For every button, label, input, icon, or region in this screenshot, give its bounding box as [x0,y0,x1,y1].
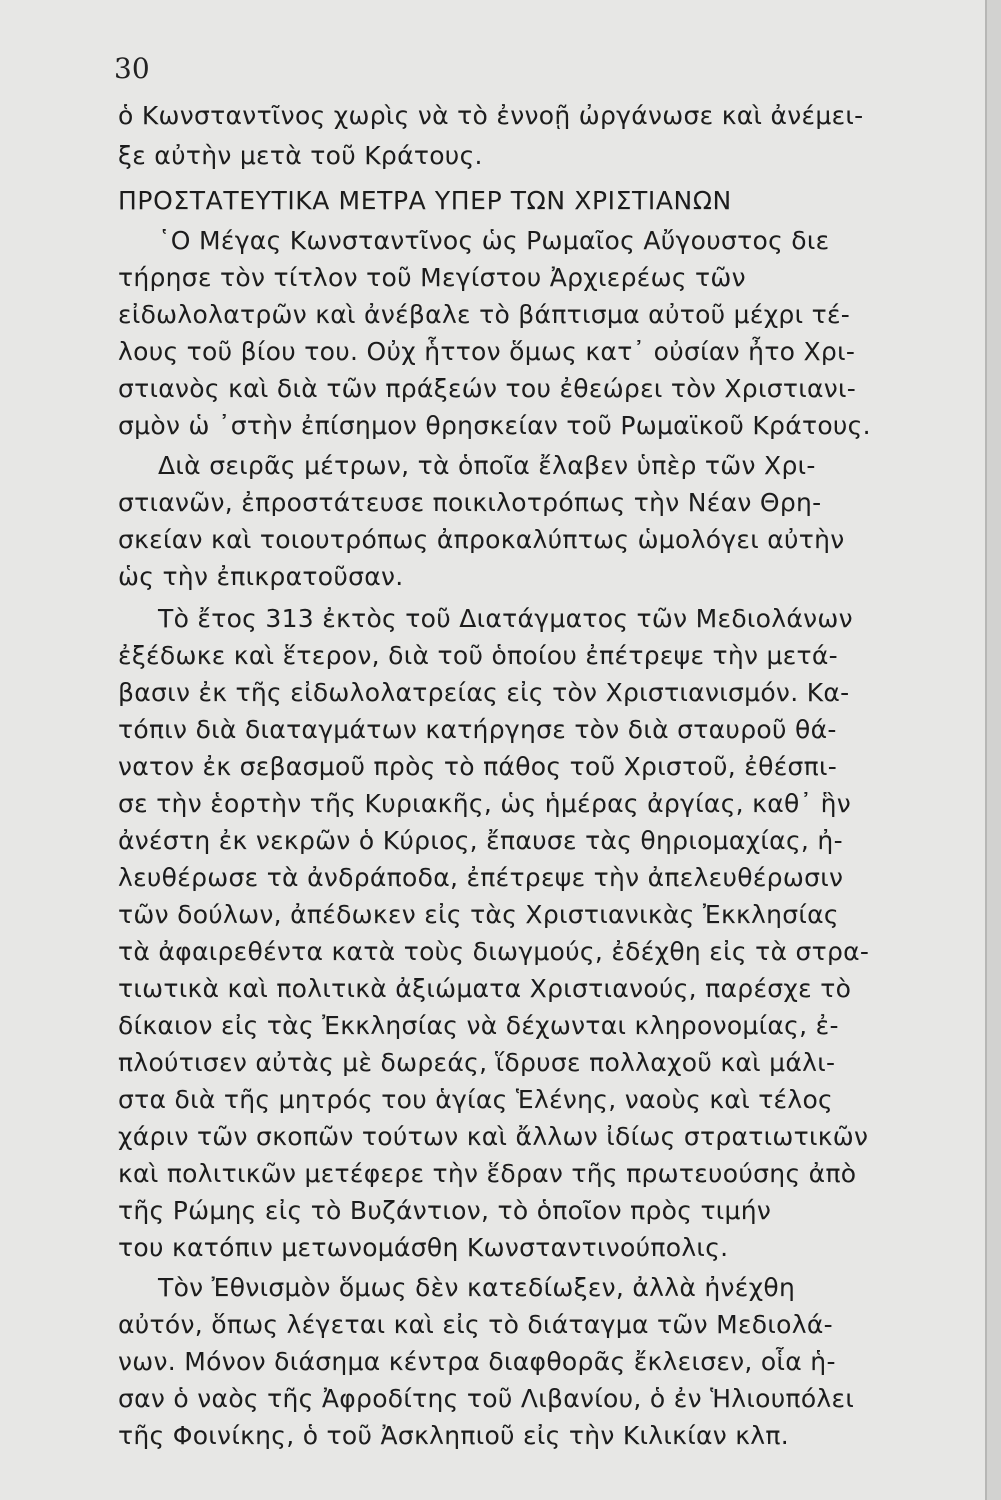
text-line: στιανὸς καὶ διὰ τῶν πράξεών του ἐθεώρει τὸν Χριστιανι- [118,374,857,403]
text-line: νων. Μόνον διάσημα κέντρα διαφθορᾶς ἔκλεισεν, οἷα ἡ- [118,1347,836,1376]
text-line: τόπιν διὰ διαταγμάτων κατήργησε τὸν διὰ σταυροῦ θά- [118,715,837,744]
page-number: 30 [114,52,150,85]
text-line: βασιν ἐκ τῆς εἰδωλολατρείας εἰς τὸν Χριστιανισμόν. Κα- [118,678,850,707]
text-line: καὶ πολιτικῶν μετέφερε τὴν ἕδραν τῆς πρωτευούσης ἀπὸ [118,1159,857,1188]
text-line: σκείαν καὶ τοιουτρόπως ἀπροκαλύπτως ὡμολόγει αὐτὴν [118,525,845,554]
section-heading: ΠΡΟΣΤΑΤΕΥΤΙΚΑ ΜΕΤΡΑ ΥΠΕΡ ΤΩΝ ΧΡΙΣΤΙΑΝΩΝ [118,186,732,215]
text-line: ἀνέστη ἐκ νεκρῶν ὁ Κύριος, ἔπαυσε τὰς θηριομαχίας, ἠ- [118,826,843,855]
text-line: τῆς Φοινίκης, ὁ τοῦ Ἀσκληπιοῦ εἰς τὴν Κιλικίαν κλπ. [118,1421,789,1450]
page-edge [987,0,1001,1500]
text-line: εἰδωλολατρῶν καὶ ἀνέβαλε τὸ βάπτισμα αὐτοῦ μέχρι τέ- [118,300,851,329]
text-line: πλούτισεν αὐτὰς μὲ δωρεάς, ἵδρυσε πολλαχοῦ καὶ μάλι- [118,1048,836,1077]
text-line: στα διὰ τῆς μητρός του ἁγίας Ἑλένης, ναοὺς καὶ τέλος [118,1085,834,1114]
text-line: στιανῶν, ἐπροστάτευσε ποικιλοτρόπως τὴν Νέαν Θρη- [118,488,822,517]
text-line: Διὰ σειρᾶς μέτρων, τὰ ὁποῖα ἔλαβεν ὑπὲρ τῶν Χρι- [158,451,816,480]
text-line: ξε αὐτὴν μετὰ τοῦ Κράτους. [118,141,483,170]
text-line: δίκαιον εἰς τὰς Ἐκκλησίας νὰ δέχωνται κληρονομίας, ἐ- [118,1011,839,1040]
text-line: σε τὴν ἑορτὴν τῆς Κυριακῆς, ὡς ἡμέρας ἀργίας, καθ᾽ ἣν [118,789,852,818]
text-line: τήρησε τὸν τίτλον τοῦ Μεγίστου Ἀρχιερέως τῶν [118,263,746,292]
text-line: ῾Ο Μέγας Κωνσταντῖνος ὡς Ρωμαῖος Αὔγουστος διε [158,226,830,255]
text-line: αὐτόν, ὅπως λέγεται καὶ εἰς τὸ διάταγμα τῶν Μεδιολά- [118,1310,833,1339]
text-line: τῆς Ρώμης εἰς τὸ Βυζάντιον, τὸ ὁποῖον πρὸς τιμήν [118,1196,772,1225]
text-line: τὰ ἀφαιρεθέντα κατὰ τοὺς διωγμούς, ἐδέχθη εἰς τὰ στρα- [118,937,870,966]
text-line: ὁ Κωνσταντῖνος χωρὶς νὰ τὸ ἐννοῇ ὠργάνωσε καὶ ἀνέμει- [118,101,864,130]
text-line: του κατόπιν μετωνομάσθη Κωνσταντινούπολις. [118,1233,729,1262]
text-line: τιωτικὰ καὶ πολιτικὰ ἀξιώματα Χριστιανούς, παρέσχε τὸ [118,974,852,1003]
text-line: ἐξέδωκε καὶ ἕτερον, διὰ τοῦ ὁποίου ἐπέτρεψε τὴν μετά- [118,641,839,670]
text-line: ὡς τὴν ἐπικρατοῦσαν. [118,562,404,591]
text-line: νατον ἐκ σεβασμοῦ πρὸς τὸ πάθος τοῦ Χριστοῦ, ἐθέσπι- [118,752,838,781]
text-line: τῶν δούλων, ἀπέδωκεν εἰς τὰς Χριστιανικὰς Ἐκκλησίας [118,900,839,929]
text-line: Τὸ ἔτος 313 ἐκτὸς τοῦ Διατάγματος τῶν Μεδιολάνων [158,604,853,633]
text-line: σμὸν ὡ ᾿στὴν ἐπίσημον θρησκείαν τοῦ Ρωμαϊκοῦ Κράτους. [118,411,871,440]
text-line: λους τοῦ βίου του. Οὐχ ἧττον ὅμως κατ᾽ οὐσίαν ἦτο Χρι- [118,337,856,366]
text-line: λευθέρωσε τὰ ἀνδράποδα, ἐπέτρεψε τὴν ἀπελευθέρωσιν [118,863,844,892]
text-line: Τὸν Ἐθνισμὸν ὅμως δὲν κατεδίωξεν, ἀλλὰ ἠνέχθη [158,1273,796,1302]
text-line: χάριν τῶν σκοπῶν τούτων καὶ ἄλλων ἰδίως στρατιωτικῶν [118,1122,869,1151]
text-line: σαν ὁ ναὸς τῆς Ἀφροδίτης τοῦ Λιβανίου, ὁ ἐν Ἡλιουπόλει [118,1384,855,1413]
